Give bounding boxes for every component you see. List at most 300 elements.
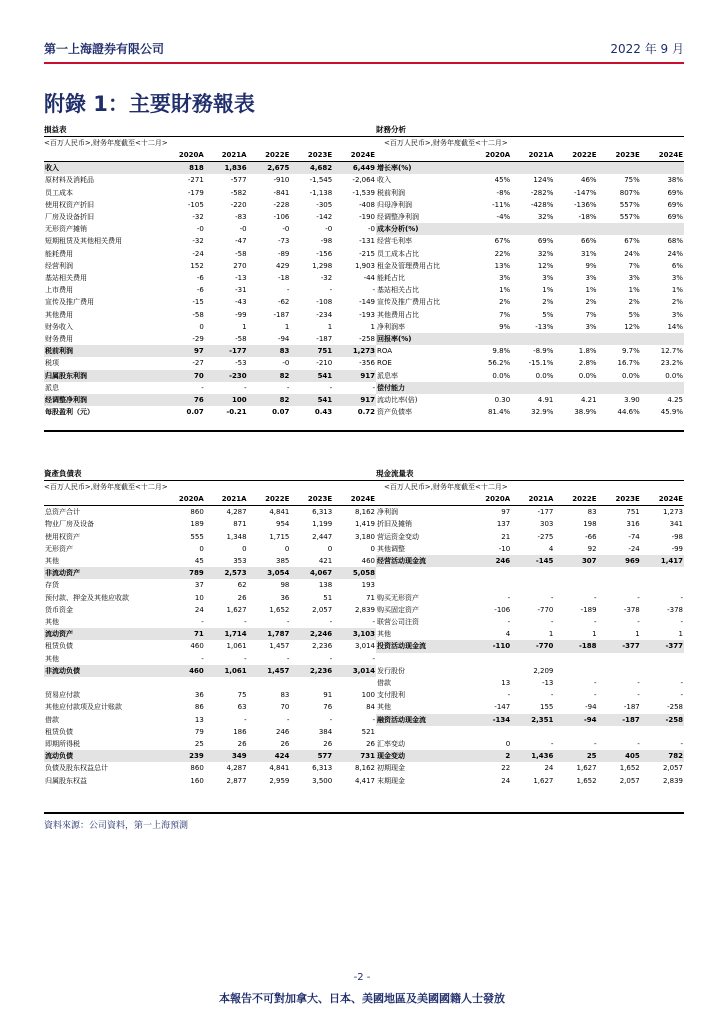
value-cell: 954 xyxy=(276,520,290,529)
value-cell: 12.7% xyxy=(660,347,683,356)
table-row xyxy=(376,750,684,762)
value-cell: - xyxy=(637,679,640,687)
table-row xyxy=(376,406,684,418)
value-cell: 4,287 xyxy=(226,508,247,517)
value-cell: 0.30 xyxy=(494,396,511,405)
value-cell: 83 xyxy=(248,345,291,357)
row-label xyxy=(376,726,468,738)
value-cell: -228 xyxy=(273,200,290,209)
value-cell: 69% xyxy=(667,213,683,222)
table-row xyxy=(376,370,684,382)
row-label: 成本分析(%) xyxy=(376,223,468,235)
value-cell: 1,903 xyxy=(354,261,375,270)
value-cell: 24% xyxy=(624,249,640,258)
value-cell: - xyxy=(286,383,290,392)
value-cell: -106 xyxy=(494,605,511,614)
value-cell: -0.21 xyxy=(226,408,247,417)
table-row xyxy=(44,640,376,652)
value-cell: 1,436 xyxy=(511,750,554,762)
table-row xyxy=(376,333,684,345)
value-cell: 2,057 xyxy=(662,764,683,773)
value-cell: 385 xyxy=(276,557,290,566)
value-cell: -6 xyxy=(196,274,204,283)
value-cell: 0.43 xyxy=(314,408,333,417)
value-cell: -13 xyxy=(235,274,247,283)
value-cell: - xyxy=(680,593,683,602)
value-cell: -149 xyxy=(359,298,375,307)
value-cell: -177 xyxy=(205,345,248,357)
value-cell: 2% xyxy=(671,298,683,307)
row-label: 员工成本占比 xyxy=(377,249,419,258)
row-label: 营运资金变动 xyxy=(377,532,419,541)
value-cell: -99 xyxy=(235,310,247,319)
value-cell xyxy=(641,579,684,591)
value-cell: 3% xyxy=(671,310,683,319)
value-cell: 24 xyxy=(194,605,204,614)
table-row xyxy=(44,296,376,308)
row-label: 存货 xyxy=(45,581,59,590)
value-cell: 5% xyxy=(628,310,640,319)
value-cell: -94 xyxy=(277,335,290,344)
value-cell: 1% xyxy=(542,286,554,295)
value-cell: 3.90 xyxy=(624,396,640,405)
table-row xyxy=(376,199,684,211)
value-cell: 4,067 xyxy=(290,567,333,579)
value-cell xyxy=(554,567,597,579)
row-label: 偿付能力 xyxy=(376,382,468,394)
value-cell: -271 xyxy=(187,176,204,185)
year-header-blank xyxy=(44,493,162,506)
report-date: 2022 年 9 月 xyxy=(610,42,684,56)
value-cell: -215 xyxy=(359,249,375,258)
value-cell: 70 xyxy=(280,703,290,712)
value-cell: -53 xyxy=(235,359,247,368)
value-cell: 4,841 xyxy=(269,508,290,517)
value-cell: 2 xyxy=(468,750,511,762)
row-label: 经营利润 xyxy=(45,261,73,270)
table-row xyxy=(376,309,684,321)
table-row xyxy=(376,775,684,787)
value-cell: - xyxy=(637,618,640,626)
value-cell: 1,199 xyxy=(312,520,333,529)
value-cell xyxy=(641,382,684,394)
value-cell: 341 xyxy=(669,520,683,529)
value-cell: 70 xyxy=(162,370,205,382)
row-label: 支付股利 xyxy=(377,691,405,700)
value-cell: 307 xyxy=(554,555,597,567)
value-cell: 0 xyxy=(199,322,204,331)
table-row xyxy=(376,555,684,567)
value-cell: 25 xyxy=(194,740,204,749)
value-cell: -98 xyxy=(320,237,333,246)
table-row xyxy=(376,677,684,689)
row-label: 净利润率 xyxy=(377,322,405,331)
table-row xyxy=(376,628,684,640)
value-cell: 1,061 xyxy=(205,665,248,677)
row-label: 租金及管理费用占比 xyxy=(377,261,440,270)
table-row xyxy=(376,506,684,519)
value-cell: 24 xyxy=(501,776,511,785)
value-cell: - xyxy=(286,654,290,663)
value-cell: 9% xyxy=(499,322,511,331)
value-cell: 91 xyxy=(323,691,333,700)
value-cell: 5% xyxy=(542,310,554,319)
value-cell: 67% xyxy=(494,237,511,246)
value-cell: 7% xyxy=(585,310,597,319)
value-cell: 86 xyxy=(194,703,204,712)
value-cell: 3% xyxy=(671,274,683,283)
row-label: 使用权资产 xyxy=(45,532,80,541)
row-label: 员工成本 xyxy=(45,188,73,197)
table-row xyxy=(376,248,684,260)
value-cell: 21 xyxy=(501,532,511,541)
value-cell: 24% xyxy=(667,249,683,258)
table-row xyxy=(376,714,684,726)
value-cell: -147% xyxy=(574,188,597,197)
value-cell: -187 xyxy=(273,310,290,319)
row-label: 无形资产 xyxy=(45,544,73,553)
value-cell: 25 xyxy=(554,750,597,762)
value-cell: -6 xyxy=(196,286,204,295)
year-header-cell: 2020A xyxy=(162,149,205,162)
value-cell: -770 xyxy=(537,605,554,614)
value-cell: -24 xyxy=(628,544,640,553)
table-row xyxy=(376,211,684,223)
value-cell xyxy=(598,726,641,738)
value-cell: 557% xyxy=(619,200,640,209)
value-cell: -378 xyxy=(623,605,640,614)
value-cell: 155 xyxy=(540,703,554,712)
page-number: -2 - xyxy=(353,972,371,983)
table-row xyxy=(376,357,684,369)
value-cell: 871 xyxy=(233,520,247,529)
value-cell: -13% xyxy=(535,322,554,331)
value-cell: 1% xyxy=(499,286,511,295)
value-cell: - xyxy=(637,740,640,748)
value-cell: -305 xyxy=(316,200,333,209)
value-cell xyxy=(511,223,554,235)
value-cell: 541 xyxy=(290,394,333,406)
row-label: 归属股东利润 xyxy=(44,370,162,382)
value-cell: 26 xyxy=(366,740,375,749)
value-cell: 1 xyxy=(370,322,375,331)
value-cell: 84 xyxy=(366,703,375,712)
table-row xyxy=(44,531,376,543)
value-cell: 0.0% xyxy=(492,371,511,380)
value-cell: 4,682 xyxy=(290,162,333,175)
table-row xyxy=(376,738,684,750)
year-header-cell: 2024E xyxy=(333,493,376,506)
balance-sheet xyxy=(44,468,376,787)
value-cell: 4.25 xyxy=(667,396,683,405)
value-cell: 7% xyxy=(628,261,640,270)
income-heading: 損益表 xyxy=(44,124,376,137)
row-label: 投资活动现金流 xyxy=(376,640,468,652)
value-cell xyxy=(641,162,684,175)
value-cell xyxy=(511,162,554,175)
value-cell: 4 xyxy=(505,630,511,639)
value-cell: 2,209 xyxy=(533,666,554,675)
row-label: 能耗占比 xyxy=(377,274,405,283)
value-cell: -58 xyxy=(192,310,204,319)
value-cell: 2.8% xyxy=(578,359,597,368)
value-cell: 51 xyxy=(323,593,333,602)
value-cell: 807% xyxy=(619,188,640,197)
value-cell: 1.8% xyxy=(578,347,597,356)
value-cell: - xyxy=(637,593,640,602)
table-row xyxy=(376,579,684,591)
value-cell: 917 xyxy=(333,394,376,406)
value-cell xyxy=(598,567,641,579)
value-cell xyxy=(641,653,684,665)
value-cell: - xyxy=(244,654,247,663)
year-header-row xyxy=(44,149,376,162)
value-cell: 2,877 xyxy=(226,776,247,785)
year-header-cell: 2023E xyxy=(598,149,641,162)
value-cell: 75 xyxy=(237,691,247,700)
value-cell: 384 xyxy=(318,727,333,736)
value-cell: 1 xyxy=(242,322,247,331)
value-cell xyxy=(641,665,684,677)
value-cell: 83 xyxy=(587,508,597,517)
value-cell: 98 xyxy=(280,581,290,590)
row-label: 流动负债 xyxy=(44,750,162,762)
table-row xyxy=(376,616,684,628)
value-cell: 160 xyxy=(190,776,204,785)
value-cell xyxy=(468,333,511,345)
value-cell: -0 xyxy=(325,225,333,234)
value-cell: - xyxy=(680,740,683,748)
value-cell: -193 xyxy=(359,310,375,319)
value-cell: 751 xyxy=(290,345,333,357)
value-cell: - xyxy=(594,618,597,626)
header-divider xyxy=(44,62,684,64)
value-cell: - xyxy=(550,593,554,602)
value-cell: 45.9% xyxy=(660,408,683,417)
value-cell: 460 xyxy=(361,557,375,566)
table-row xyxy=(44,518,376,530)
value-cell: 1,298 xyxy=(312,261,333,270)
value-cell: -187 xyxy=(623,703,640,712)
value-cell: 8,162 xyxy=(354,764,375,773)
table-row xyxy=(44,592,376,604)
value-cell: 1,715 xyxy=(269,532,290,541)
top-section-rule xyxy=(44,430,684,432)
value-cell: 92 xyxy=(587,544,597,553)
value-cell: 32% xyxy=(537,213,554,222)
value-cell: 405 xyxy=(598,750,641,762)
value-cell: -841 xyxy=(273,188,290,197)
value-cell: 69% xyxy=(537,237,554,246)
value-cell: 1,787 xyxy=(248,628,291,640)
table-row xyxy=(376,284,684,296)
value-cell: 83 xyxy=(280,691,290,700)
value-cell: 9.8% xyxy=(492,347,511,356)
value-cell: -190 xyxy=(359,213,375,222)
row-label: 归母净利润 xyxy=(377,200,412,209)
table-row xyxy=(44,567,376,579)
value-cell: 1,836 xyxy=(205,162,248,175)
value-cell: 0.0% xyxy=(535,371,554,380)
value-cell: - xyxy=(329,618,333,627)
value-cell: -13 xyxy=(541,679,554,687)
value-cell: 82 xyxy=(248,394,291,406)
value-cell: 3,014 xyxy=(354,642,375,651)
row-label: 其他 xyxy=(377,703,391,712)
value-cell: 3% xyxy=(499,274,511,283)
balance-unit: <百万人民币>,财务年度截至<十二月> xyxy=(44,483,168,491)
value-cell: -110 xyxy=(468,640,511,652)
row-label: 厂房及设备折旧 xyxy=(45,213,94,222)
value-cell xyxy=(598,665,641,677)
value-cell: 46% xyxy=(581,176,597,185)
value-cell: 1 xyxy=(327,322,333,331)
value-cell: 75% xyxy=(624,176,640,185)
value-cell: 13% xyxy=(494,261,511,270)
value-cell: 2,573 xyxy=(205,567,248,579)
table-row xyxy=(44,284,376,296)
row-label: 即期所得税 xyxy=(45,740,80,749)
table-row xyxy=(44,543,376,555)
value-cell: -234 xyxy=(316,310,333,319)
analysis-unit: <百万人民币>,财务年度截至<十二月> xyxy=(384,139,508,147)
value-cell: 917 xyxy=(333,370,376,382)
year-header-cell: 2021A xyxy=(205,149,248,162)
value-cell: -2,064 xyxy=(352,176,375,185)
value-cell: -1,545 xyxy=(309,176,333,185)
row-label: 税前利润 xyxy=(44,345,162,357)
table-row xyxy=(44,333,376,345)
row-label: 短期租赁及其他相关费用 xyxy=(45,237,122,246)
value-cell: 2,246 xyxy=(290,628,333,640)
table-row xyxy=(44,309,376,321)
value-cell: 193 xyxy=(361,581,375,590)
value-cell: 22 xyxy=(501,764,511,773)
row-label: 派息 xyxy=(45,383,59,392)
value-cell: 6,449 xyxy=(333,162,376,175)
table-row xyxy=(44,223,376,235)
value-cell: 1,417 xyxy=(641,555,684,567)
value-cell: 81.4% xyxy=(487,408,511,417)
value-cell: -189 xyxy=(580,605,597,614)
value-cell: 100 xyxy=(205,394,248,406)
table-row xyxy=(44,370,376,382)
row-label: 经营毛利率 xyxy=(377,237,412,246)
table-row xyxy=(376,174,684,186)
value-cell: - xyxy=(507,618,511,626)
value-cell: 71 xyxy=(366,593,375,602)
value-cell: 353 xyxy=(233,557,247,566)
value-cell: - xyxy=(201,654,204,663)
value-cell: - xyxy=(372,383,375,392)
value-cell: 37 xyxy=(194,581,204,590)
value-cell: 0 xyxy=(242,544,247,553)
value-cell: 0.0% xyxy=(665,371,683,380)
row-label: 其他 xyxy=(45,654,59,663)
balance-table xyxy=(44,493,376,787)
table-row xyxy=(44,199,376,211)
row-label: 融资活动现金流 xyxy=(376,714,468,726)
value-cell: -8% xyxy=(496,188,511,197)
value-cell: -94 xyxy=(585,703,597,712)
row-label: 末期现金 xyxy=(377,776,405,785)
value-cell: 71 xyxy=(162,628,205,640)
table-row xyxy=(44,701,376,713)
table-row xyxy=(376,235,684,247)
cash-flow-statement xyxy=(376,468,684,787)
value-cell: 1,419 xyxy=(354,520,375,529)
table-row xyxy=(44,689,376,701)
value-cell: -4% xyxy=(496,213,511,222)
value-cell: 1,061 xyxy=(226,642,247,651)
value-cell: 26 xyxy=(237,593,247,602)
value-cell xyxy=(598,579,641,591)
value-cell: 731 xyxy=(333,750,376,762)
value-cell: 13 xyxy=(501,679,511,687)
value-cell: 152 xyxy=(190,261,204,270)
value-cell: 9.7% xyxy=(621,347,640,356)
value-cell: 0 xyxy=(199,544,204,553)
value-cell xyxy=(468,579,511,591)
value-cell: 0 xyxy=(370,544,375,553)
row-label: 宣传及推广费用占比 xyxy=(377,298,440,307)
row-label: 其他 xyxy=(45,557,59,566)
table-row xyxy=(44,616,376,628)
value-cell: - xyxy=(372,618,375,627)
analysis-table xyxy=(376,149,684,418)
value-cell: 1,273 xyxy=(333,345,376,357)
value-cell: - xyxy=(329,286,333,295)
value-cell: -408 xyxy=(359,200,375,209)
value-cell: 3,180 xyxy=(354,532,375,541)
value-cell: 5,058 xyxy=(333,567,376,579)
value-cell: -32 xyxy=(192,237,204,246)
balance-heading: 資產負債表 xyxy=(44,468,376,481)
value-cell xyxy=(468,567,511,579)
value-cell: -99 xyxy=(671,544,683,553)
value-cell: 36 xyxy=(280,593,290,602)
value-cell: -134 xyxy=(468,714,511,726)
value-cell: -29 xyxy=(192,335,204,344)
cashflow-heading: 現金流量表 xyxy=(376,468,684,481)
value-cell: -98 xyxy=(671,532,683,541)
value-cell: -282% xyxy=(530,188,554,197)
table-row xyxy=(44,555,376,567)
value-cell: 1 xyxy=(284,322,290,331)
table-row xyxy=(44,174,376,186)
year-header-blank xyxy=(376,149,468,162)
table-row xyxy=(376,518,684,530)
value-cell: 246 xyxy=(276,727,290,736)
value-cell: 22% xyxy=(494,249,511,258)
value-cell: -10 xyxy=(498,544,511,553)
value-cell: -27 xyxy=(192,359,204,368)
table-row xyxy=(376,701,684,713)
value-cell: 4,417 xyxy=(354,776,375,785)
row-label: 其他应付款项及应计账款 xyxy=(45,703,122,712)
table-row xyxy=(376,567,684,579)
value-cell: 789 xyxy=(162,567,205,579)
row-label: 每股盈利（元） xyxy=(45,408,94,417)
value-cell xyxy=(641,726,684,738)
value-cell xyxy=(333,677,376,689)
value-cell: 4.21 xyxy=(580,396,597,405)
value-cell xyxy=(641,333,684,345)
value-cell: 751 xyxy=(626,508,640,517)
value-cell: 26 xyxy=(280,740,290,749)
value-cell: 97 xyxy=(501,508,511,517)
value-cell: 2% xyxy=(499,298,511,307)
